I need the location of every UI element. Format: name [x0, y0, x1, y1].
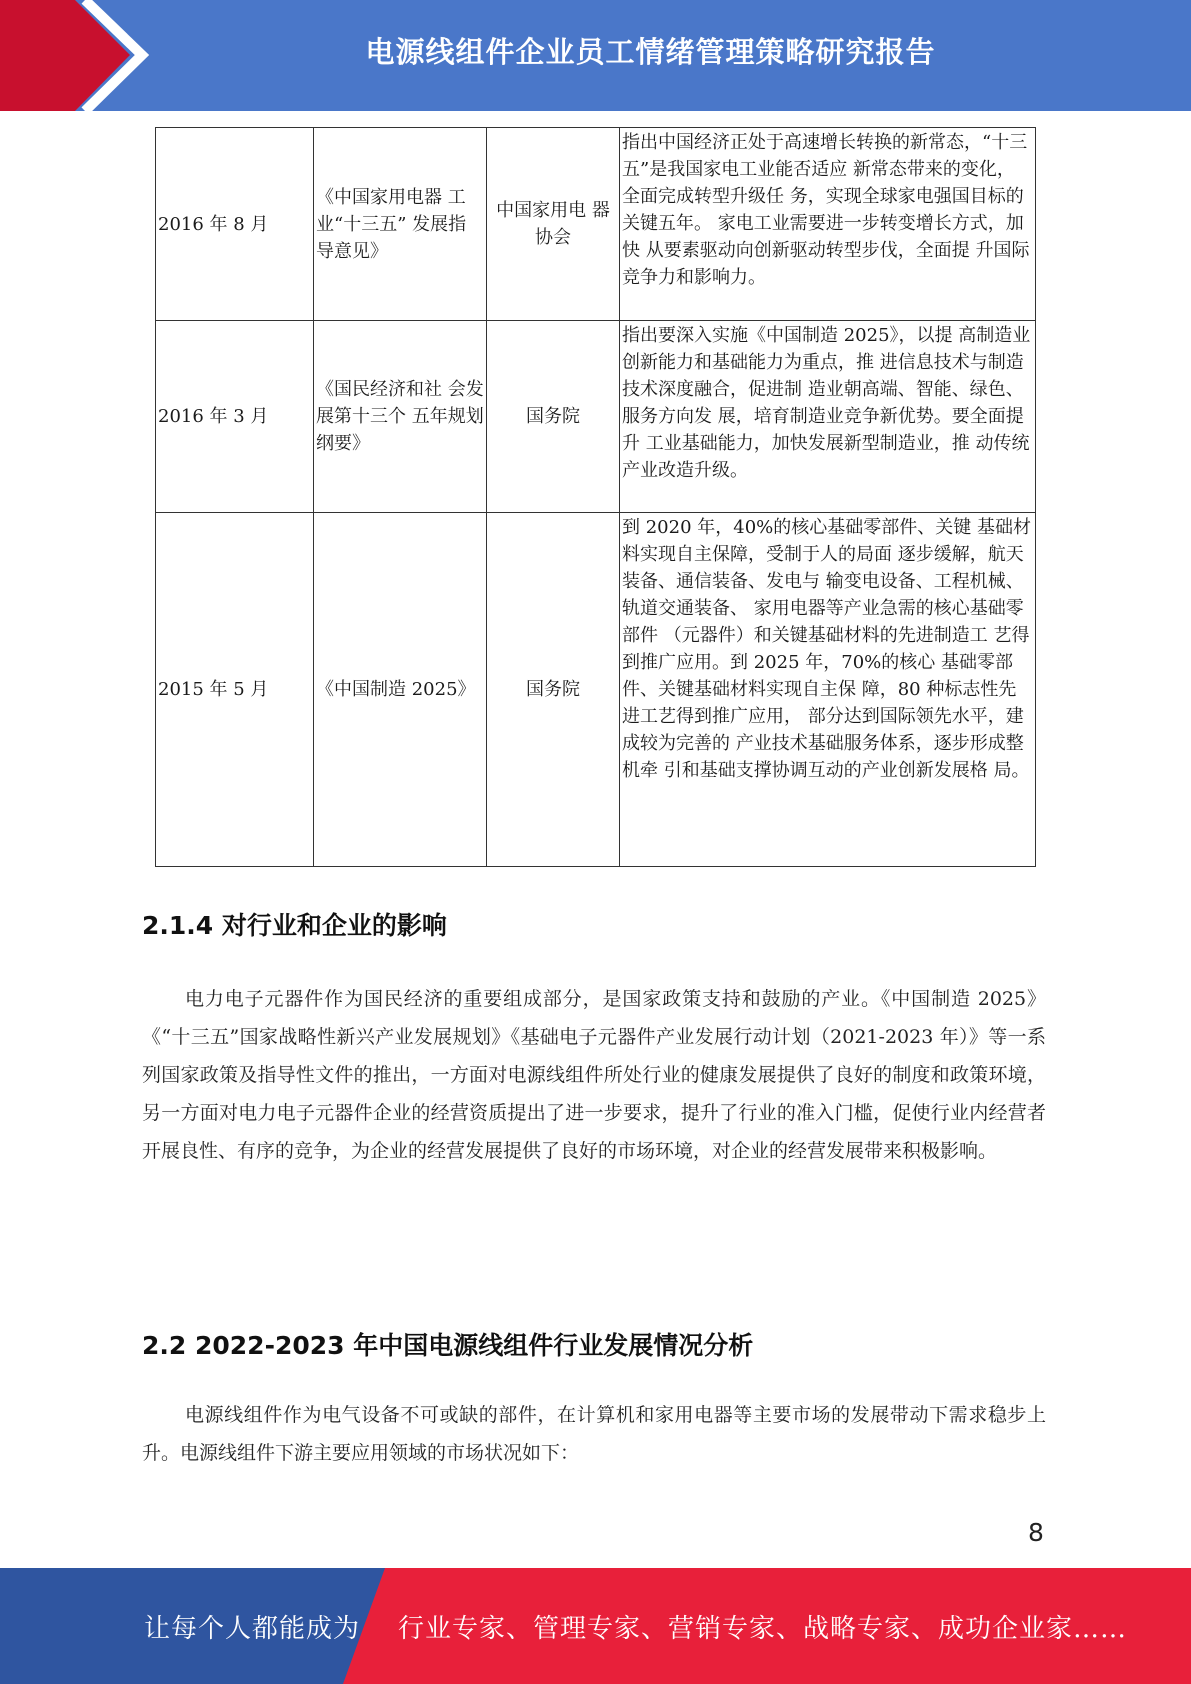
section-paragraph-2-2: 电源线组件作为电气设备不可或缺的部件，在计算机和家用电器等主要市场的发展带动下需求稳步上升。电源线组件下游主要应用领域的市场状况如下：	[142, 1404, 1046, 1464]
table-row	[156, 513, 1036, 867]
policy-content: 指出要深入实施《中国制造 2025》，以提 高制造业创新能力和基础能力为重点，推 进信息技术与制造技术深度融合，促进制 造业朝高端、智能、绿色、服务方向发 展，培育制造业竞争新优势。要全面提升 工业基础能力，加快发展新型制造业，推 动传统产业改造升级。	[620, 321, 1036, 513]
page-header	[0, 0, 1191, 111]
policy-content: 指出中国经济正处于高速增长转换的新常态，“十三五”是我国家电工业能否适应 新常态带来的变化，全面完成转型升级任 务，实现全球家电强国目标的关键五年。 家电工业需要进一步转变增长方式，加快 从要素驱动向创新驱动转型步伐，全面提 升国际竞争力和影响力。	[620, 128, 1036, 321]
footer-slogan-right: 行业专家、管理专家、营销专家、战略专家、成功企业家……	[398, 1613, 1128, 1644]
footer-slogan-left: 让每个人都能成为	[144, 1613, 361, 1644]
policy-document: 《中国家用电器 工业“十三五” 发展指导意见》	[314, 128, 487, 321]
table-row	[156, 128, 1036, 321]
policy-document: 《国民经济和社 会发展第十三个 五年规划纲要》	[314, 321, 487, 513]
table-row	[156, 321, 1036, 513]
report-title: 电源线组件企业员工情绪管理策略研究报告	[365, 34, 936, 69]
policy-date: 2016 年 3 月	[156, 321, 314, 513]
policy-document: 《中国制造 2025》	[314, 513, 487, 867]
page-footer	[0, 1568, 1191, 1684]
policy-issuer: 国务院	[487, 513, 620, 867]
section-heading-2-1-4: 2.1.4 对行业和企业的影响	[142, 911, 447, 940]
policy-date: 2015 年 5 月	[156, 513, 314, 867]
policy-date: 2016 年 8 月	[156, 128, 314, 321]
section-paragraph-2-1-4: 电力电子元器件作为国民经济的重要组成部分，是国家政策支持和鼓励的产业。《中国制造 2025》《“十三五”国家战略性新兴产业发展规划》《基础电子元器件产业发展行动计划（2021-2023 年）》等一系列国家政策及指导性文件的推出，一方面对电源线组件所处行业的健康发展提供了良好的制度和政策环境，另一方面对电力电子元器件企业的经营资质提出了进一步要求，提升了行业的准入门槛，促使行业内经营者开展良性、有序的竞争，为企业的经营发展提供了良好的市场环境，对企业的经营发展带来积极影响。	[142, 988, 1046, 1162]
page-number: 8	[1028, 1518, 1044, 1547]
policy-table	[155, 127, 1036, 867]
policy-issuer: 中国家用电 器协会	[487, 128, 620, 321]
policy-issuer: 国务院	[487, 321, 620, 513]
policy-content: 到 2020 年，40%的核心基础零部件、关键 基础材料实现自主保障，受制于人的局面 逐步缓解，航天装备、通信装备、发电与 输变电设备、工程机械、轨道交通装备、 家用电器等产业急需的核心基础零部件 （元器件）和关键基础材料的先进制造工 艺得到推广应用。到 2025 年，70%的核心 基础零部件、关键基础材料实现自主保 障，80 种标志性先进工艺得到推广应用， 部分达到国际领先水平，建成较为完善的 产业技术基础服务体系，逐步形成整机牵 引和基础支撑协调互动的产业创新发展格 局。	[620, 513, 1036, 867]
section-heading-2-2: 2.2 2022-2023 年中国电源线组件行业发展情况分析	[142, 1331, 754, 1360]
